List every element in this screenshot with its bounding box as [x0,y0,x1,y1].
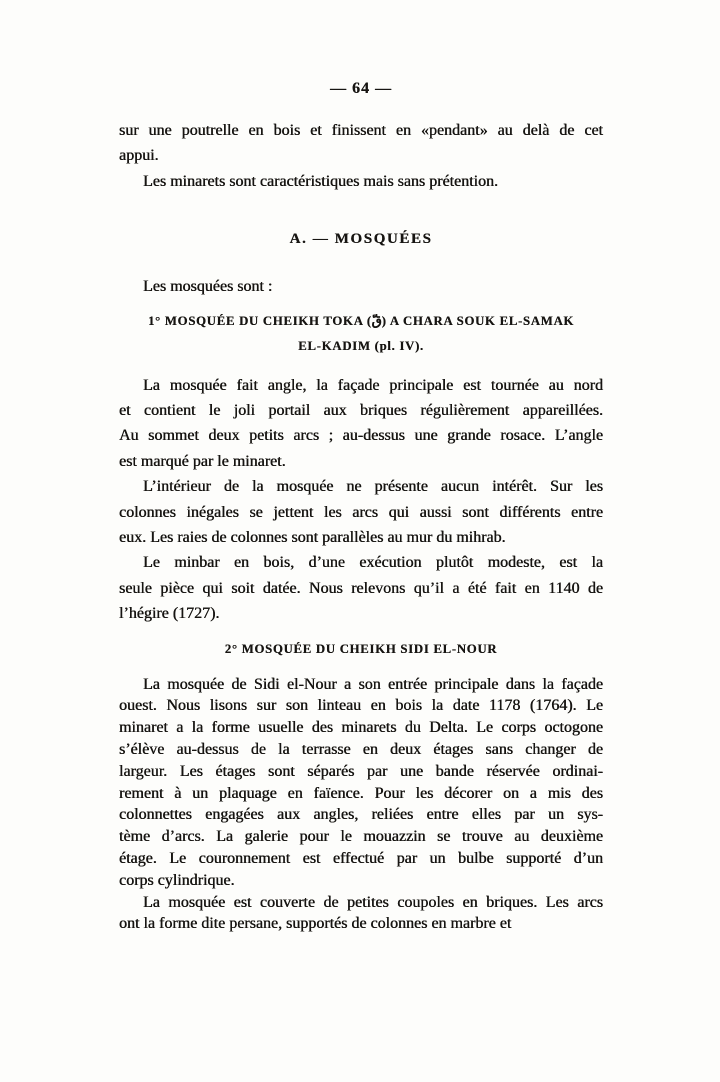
text-line: et contient le joli portail aux briques régulièrement appareillées. [119,402,603,420]
text-column [119,0,603,935]
paragraph [119,373,603,475]
text-line: L’intérieur de la mosquée ne présente aucun intérêt. Sur les [143,478,603,496]
text-line: A. — MOSQUÉES [289,231,433,248]
text-line: eux. Les raies de colonnes sont parallèles au mur du mihrab. [119,529,506,547]
text-line: rement à un plaquage en faïence. Pour les décorer on a mis des [119,784,603,802]
text-line: appui. [119,147,159,165]
text-line: s’élève au-dessus de la terrasse en deux étages sans changer de [119,741,603,759]
paragraph [119,274,603,299]
text-line: largeur. Les étages sont séparés par une bande réservée ordinai- [119,762,603,780]
text-line: La mosquée est couverte de petites coupoles en briques. Les arcs [143,893,603,911]
heading [119,637,603,662]
text-line: Le minbar en bois, d’une exécution plutôt modeste, est la [143,554,603,572]
text-line: 1° MOSQUÉE DU CHEIKH TOKA (قّ) A CHARA SOUK EL-SAMAK [147,313,575,328]
text-line: l’hégire (1727). [119,605,220,623]
text-line: Les mosquées sont : [143,278,273,296]
paragraph [119,474,603,550]
page-number: — 64 — [330,80,392,97]
text-line: ouest. Nous lisons sur son linteau en bois la date 1178 (1764). Le [119,697,603,715]
text-line: EL-KADIM (pl. IV). [298,338,424,353]
text-line: sur une poutrelle en bois et finissent en «pendant» au delà de cet [119,122,603,139]
text-line: tème d’arcs. La galerie pour le mouazzin se trouve au deuxième [119,828,603,846]
text-line: Les minarets sont caractéristiques mais sans prétention. [143,172,499,190]
text-line: ont la forme dite persane, supportés de colonnes en marbre et [119,915,512,933]
text-line: colonnettes engagées aux angles, reliées entre elles par un sys- [119,806,603,824]
text-line: 2° MOSQUÉE DU CHEIKH SIDI EL-NOUR [224,641,498,656]
paragraph [119,892,603,936]
heading [119,309,603,359]
heading [119,228,603,250]
paragraph [119,550,603,626]
text-line: étage. Le couronnement est effectué par un bulbe supporté d’un [119,850,603,868]
paragraph [119,169,603,194]
text-line: La mosquée de Sidi el-Nour a son entrée principale dans la façade [143,675,603,693]
text-line: colonnes inégales se jettent les arcs qui aussi sont différents entre [119,503,603,521]
text-line: corps cylindrique. [119,871,235,889]
text-line: La mosquée fait angle, la façade principale est tournée au nord [143,376,603,394]
text-line: est marqué par le minaret. [119,452,286,470]
text-line: seule pièce qui soit datée. Nous relevons qu’il a été fait en 1140 de [119,579,603,597]
text-line: Au sommet deux petits arcs ; au-dessus une grande rosace. L’angle [119,427,603,445]
paragraph [119,118,603,169]
text-line: minaret a la forme usuelle des minarets du Delta. Le corps octogone [119,719,603,737]
paragraph [119,674,603,892]
